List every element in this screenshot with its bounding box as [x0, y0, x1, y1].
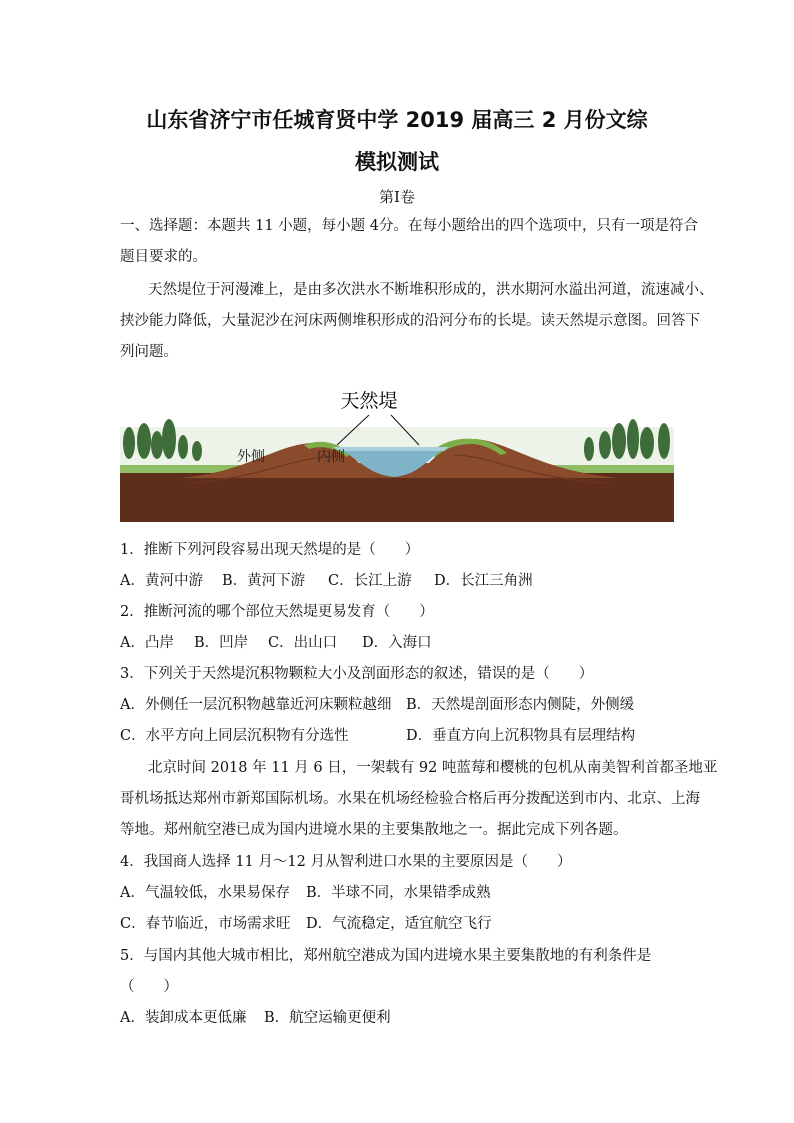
q1-option-b: B．黄河下游 [222, 573, 306, 589]
page-title-line2: 模拟测试 [355, 150, 439, 174]
passage1-line1: 天然堤位于河漫滩上，是由多次洪水不断堆积形成的，洪水期河水溢出河道，流速减小、 [148, 282, 714, 298]
q5-option-a: A．装卸成本更低廉 [120, 1010, 247, 1026]
q1-stem: 1．推断下列河段容易出现天然堤的是（ ） [120, 542, 420, 558]
q5-stem-continued: （ ） [120, 979, 178, 995]
volume-label: 第Ⅰ卷 [379, 188, 415, 206]
q1-option-c: C．长江上游 [328, 573, 412, 589]
section-header-line2: 题目要求的。 [120, 249, 207, 265]
section-header-line1: 一、选择题：本题共 11 小题，每小题 4分。在每小题给出的四个选项中，只有一项是符合 [120, 218, 698, 234]
q2-option-b: B．凹岸 [194, 635, 249, 651]
levee-label: 天然堤 [340, 390, 398, 412]
q2-stem: 2．推断河流的哪个部位天然堤更易发育（ ） [120, 604, 434, 620]
q3-option-d: D．垂直方向上沉积物具有层理结构 [406, 728, 636, 744]
q2-option-d: D．入海口 [362, 635, 432, 651]
passage2-line1: 北京时间 2018 年 11 月 6 日，一架载有 92 吨蓝莓和樱桃的包机从南美智利首都圣地亚 [148, 760, 718, 776]
page-title-line1: 山东省济宁市任城育贤中学 2019 届高三 2 月份文综 [146, 108, 648, 132]
q4-option-a: A．气温较低，水果易保存 [120, 885, 290, 901]
q1-option-a: A．黄河中游 [120, 573, 203, 589]
passage2-line3: 等地。郑州航空港已成为国内进境水果的主要集散地之一。据此完成下列各题。 [120, 822, 628, 838]
passage1-line2: 挟沙能力降低，大量泥沙在河床两侧堆积形成的沿河分布的长堤。读天然堤示意图。回答下 [120, 313, 700, 329]
q2-option-a: A．凸岸 [120, 635, 174, 651]
q3-option-c: C．水平方向上同层沉积物有分选性 [120, 728, 349, 744]
natural-levee-diagram [119, 383, 675, 523]
q2-option-c: C．出山口 [268, 635, 338, 651]
q4-option-c: C．春节临近，市场需求旺 [120, 916, 291, 932]
q4-option-d: D．气流稳定，适宜航空飞行 [306, 916, 492, 932]
q4-stem: 4．我国商人选择 11 月～12 月从智利进口水果的主要原因是（ ） [120, 854, 572, 870]
q3-option-a: A．外侧任一层沉积物越靠近河床颗粒越细 [120, 697, 392, 713]
passage2-line2: 哥机场抵达郑州市新郑国际机场。水果在机场经检验合格后再分拨配送到市内、北京、上海 [120, 791, 700, 807]
water-surface [333, 447, 449, 451]
q1-option-d: D．长江三角洲 [434, 573, 533, 589]
inner-side-label: 内侧 [317, 449, 345, 465]
q3-stem: 3．下列关于天然堤沉积物颗粒大小及剖面形态的叙述，错误的是（ ） [120, 666, 594, 682]
q5-option-b: B．航空运输更便利 [264, 1010, 391, 1026]
q5-stem: 5．与国内其他大城市相比，郑州航空港成为国内进境水果主要集散地的有利条件是 [120, 948, 652, 964]
soil-base [120, 471, 674, 522]
q4-option-b: B．半球不同，水果错季成熟 [306, 885, 491, 901]
outer-side-label: 外侧 [237, 449, 265, 465]
passage1-line3: 列问题。 [120, 344, 178, 360]
q3-option-b: B．天然堤剖面形态内侧陡，外侧缓 [406, 697, 635, 713]
